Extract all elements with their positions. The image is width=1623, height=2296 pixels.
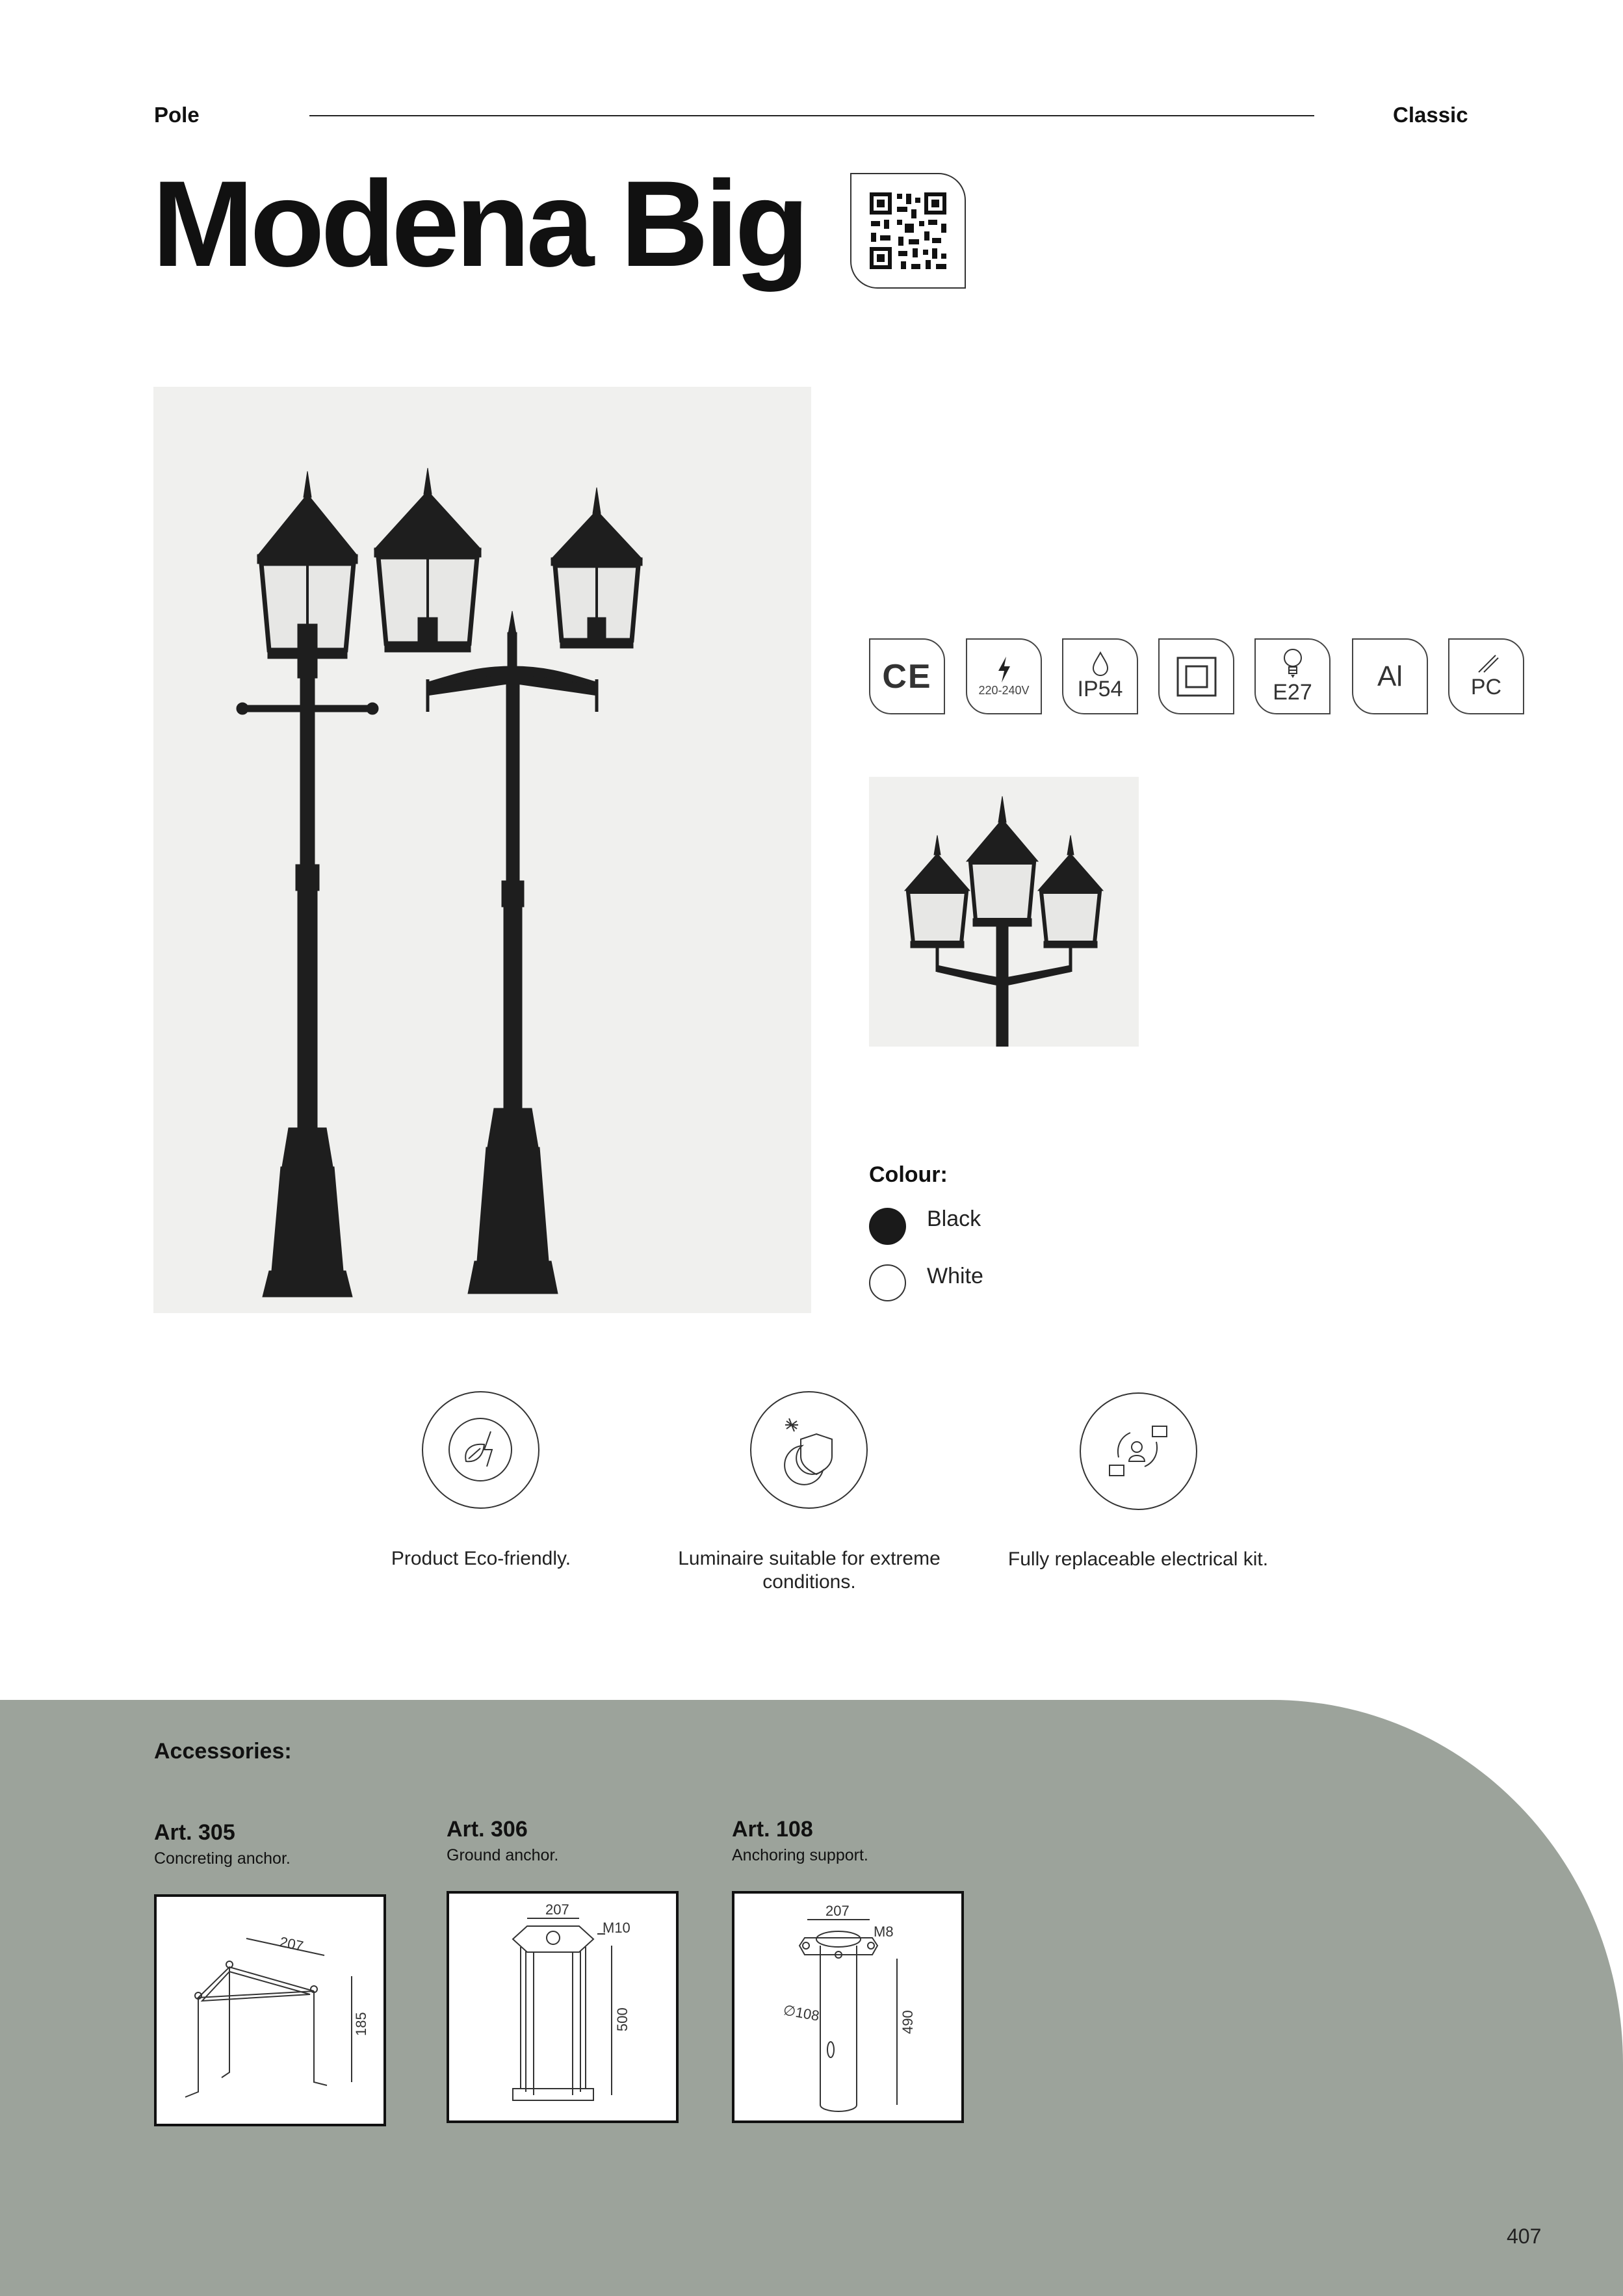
colour-label: Colour: bbox=[869, 1162, 948, 1187]
accessory-art-305: Art. 305 bbox=[154, 1820, 235, 1845]
class-2-insulation-icon bbox=[1158, 638, 1234, 714]
dim-305-width: 207 bbox=[278, 1933, 305, 1955]
accessories-title: Accessories: bbox=[154, 1739, 292, 1764]
dim-108-height: 490 bbox=[900, 2010, 916, 2034]
accessory-drawing-305[interactable] bbox=[154, 1894, 386, 2126]
product-title: Modena Big bbox=[152, 155, 806, 292]
feature-extreme-text: Luminaire suitable for extreme conditions. bbox=[678, 1548, 941, 1593]
polycarbonate-icon bbox=[1448, 638, 1524, 714]
category-label: Pole bbox=[154, 103, 200, 127]
accessory-desc-108: Anchoring support. bbox=[732, 1846, 868, 1864]
accessory-drawing-306[interactable] bbox=[447, 1891, 679, 2123]
voltage-icon bbox=[966, 638, 1042, 714]
dim-108-diameter: ∅108 bbox=[782, 2002, 821, 2024]
colour-swatch-black[interactable] bbox=[869, 1208, 906, 1245]
accessory-drawing-108[interactable] bbox=[732, 1891, 964, 2123]
dim-108-thread: M8 bbox=[874, 1924, 894, 1940]
bulb-icon bbox=[1254, 638, 1331, 714]
socket-label: E27 bbox=[1273, 680, 1312, 705]
colour-name-white: White bbox=[927, 1264, 983, 1288]
accessory-desc-306: Ground anchor. bbox=[447, 1846, 559, 1864]
aluminium-icon bbox=[1352, 638, 1428, 714]
voltage-label: 220-240V bbox=[978, 684, 1030, 697]
family-label: Classic bbox=[1393, 103, 1468, 127]
ip-label: IP54 bbox=[1077, 677, 1123, 701]
diffuser-label: PC bbox=[1470, 675, 1502, 699]
dim-305-height: 185 bbox=[353, 2012, 369, 2036]
accessory-art-306: Art. 306 bbox=[447, 1817, 528, 1842]
extreme-conditions-icon bbox=[750, 1391, 868, 1509]
product-photo bbox=[153, 387, 811, 1313]
ip-rating-icon bbox=[1062, 638, 1138, 714]
header-divider bbox=[309, 115, 1314, 116]
colour-name-black: Black bbox=[927, 1207, 981, 1231]
accessory-desc-305: Concreting anchor. bbox=[154, 1849, 291, 1868]
material-label: Al bbox=[1377, 660, 1403, 692]
replaceable-kit-icon bbox=[1080, 1392, 1197, 1510]
qr-code-icon[interactable] bbox=[850, 173, 966, 289]
variant-thumbnail[interactable] bbox=[869, 777, 1139, 1047]
dim-108-width: 207 bbox=[825, 1903, 850, 1919]
dim-306-width: 207 bbox=[545, 1901, 569, 1918]
feature-kit-text: Fully replaceable electrical kit. bbox=[1007, 1548, 1269, 1570]
feature-eco-text: Product Eco-friendly. bbox=[391, 1548, 571, 1569]
ce-mark-icon: CE bbox=[869, 638, 945, 714]
colour-swatch-white[interactable] bbox=[869, 1264, 906, 1301]
accessory-art-108: Art. 108 bbox=[732, 1817, 813, 1842]
eco-friendly-icon bbox=[422, 1391, 539, 1509]
page-number: 407 bbox=[1507, 2224, 1542, 2248]
dim-306-thread: M10 bbox=[603, 1920, 630, 1936]
dim-306-height: 500 bbox=[614, 2007, 630, 2031]
